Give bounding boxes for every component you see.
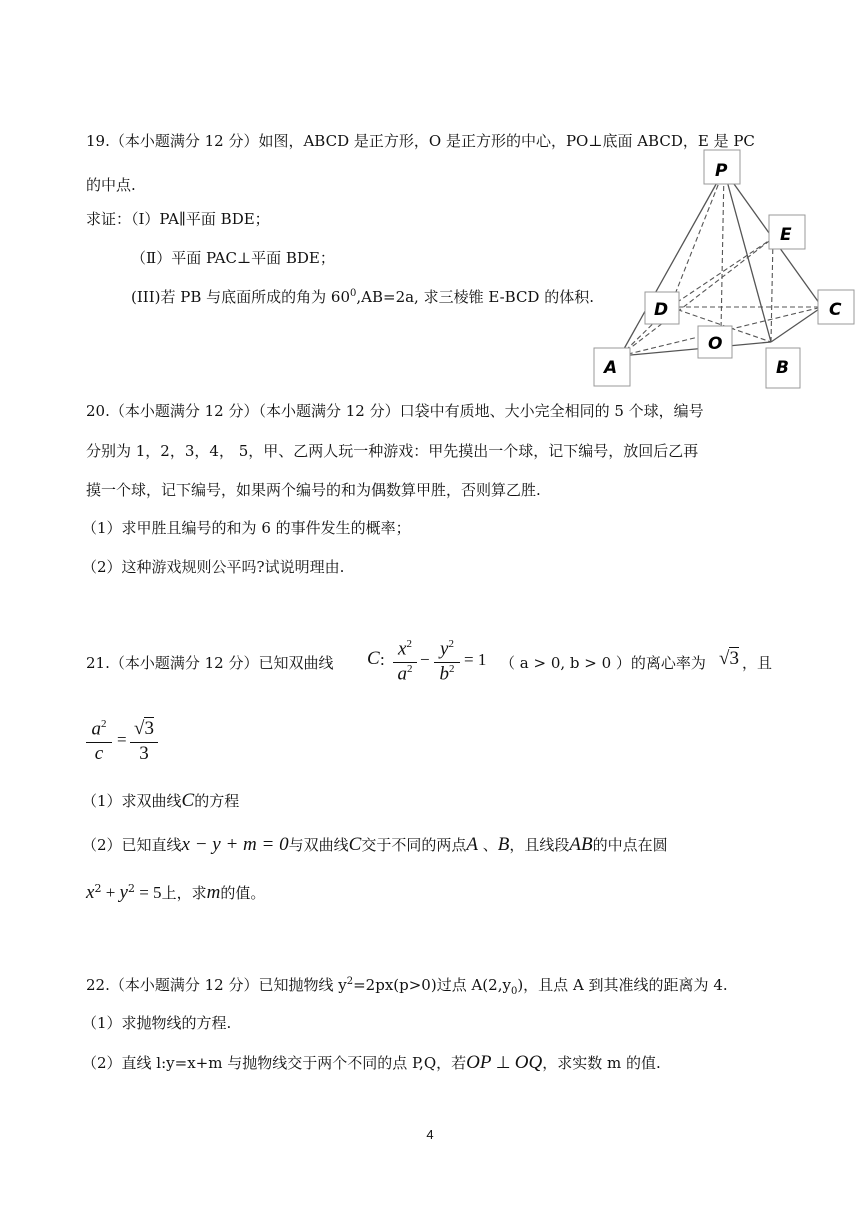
q19-line-4: （Ⅱ）平面 PAC⊥平面 BDE； [131,249,335,267]
and-text: ，且 [742,654,773,672]
q20-line-4: （1）求甲胜且编号的和为 6 的事件发生的概率； [82,519,411,537]
q21-part1: （1）求双曲线C的方程 [82,790,240,811]
q19-line-5: (III)若 PB 与底面所成的角为 $60^0,AB=2a$, 求三棱锥 E-BCD 的体积. [131,288,594,306]
q21-part2-cont: $x^2 + y^2 = 5$上，求m的值。 [86,882,266,903]
label-B: B [776,358,789,378]
label-D: D [654,300,669,320]
condition: （ a > 0, b > 0 ）的离心率为 [500,654,706,672]
sqrt-3: √3 [719,648,739,669]
q20-line-1: 20.（本小题满分 12 分）（本小题满分 12 分）口袋中有质地、大小完全相同的 5 个球，编号 [86,402,704,420]
label-C: C [829,300,842,320]
q20-line-5: （2）这种游戏规则公平吗?试说明理由. [82,558,345,576]
colon: : [380,650,385,669]
q21-part2: （2）已知直线x − y + m = 0与双曲线C交于不同的两点A 、B，且线段AB的中点在圆 [82,834,668,855]
q19-line-2: 的中点. [86,176,136,194]
page-number: 4 [426,1127,434,1142]
frac-a2-c: $\frac{a^2}{c}$ [86,718,112,767]
q20-line-3: 摸一个球，记下编号，如果两个编号的和为偶数算甲胜，否则算乙胜. [86,481,541,499]
q21-intro: 21.（本小题满分 12 分）已知双曲线 [86,654,334,672]
q22-line-3: （2）直线 l:y=x+m 与抛物线交于两个不同的点 P,Q，若OP ⊥ OQ，求实数 m 的值. [82,1052,661,1073]
pyramid-figure [590,148,858,394]
label-E: E [780,225,792,245]
q19-line-1: 19.（本小题满分 12 分）如图，ABCD 是正方形，O 是正方形的中心，PO⊥底面 ABCD，E 是 PC [86,132,755,150]
q20-line-2: 分别为 1，2，3，4， 5，甲、乙两人玩一种游戏：甲先摸出一个球，记下编号，放回后乙再 [86,442,699,460]
q22-line-2: （1）求抛物线的方程. [82,1014,232,1032]
equals: = [117,730,127,749]
q19-line-3: 求证：（Ⅰ）PA∥平面 BDE； [86,210,270,228]
label-A: A [604,358,618,378]
minus-sign: − [420,650,430,669]
curve-C: C [367,648,380,669]
q22-line-1: 22.（本小题满分 12 分）已知抛物线 $y^2=2px(p>0)$过点 $A(2,y_0)$，且点 A 到其准线的距离为 4. [86,976,728,997]
label-O: O [708,334,723,354]
equals-one: = 1 [464,650,487,669]
frac-x2-a2: $\frac{x^2}{a^2}$ [393,638,417,687]
label-P: P [715,161,728,181]
frac-sqrt3-3: $\frac{√3}{3}$ [130,718,158,767]
frac-y2-b2: $\frac{y^2}{b^2}$ [434,638,460,687]
